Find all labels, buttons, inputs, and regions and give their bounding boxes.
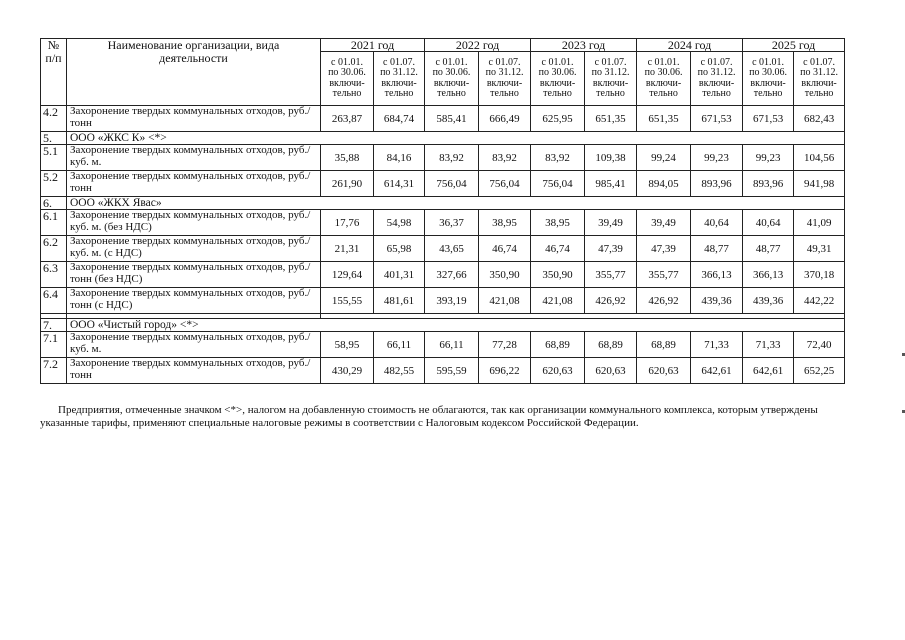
tariff-value: 72,40 xyxy=(794,332,845,358)
tariff-value: 620,63 xyxy=(531,358,585,384)
tariff-value: 430,29 xyxy=(321,358,374,384)
tariff-value: 17,76 xyxy=(321,210,374,236)
tariff-value: 426,92 xyxy=(637,288,691,314)
tariff-value: 68,89 xyxy=(585,332,637,358)
tariff-value: 68,89 xyxy=(531,332,585,358)
tariff-value: 442,22 xyxy=(794,288,845,314)
tariff-value: 756,04 xyxy=(425,171,479,197)
tariff-value: 39,49 xyxy=(585,210,637,236)
organization-name: ООО «Чистый город» <*> xyxy=(67,319,845,332)
row-number: 6.4 xyxy=(41,288,67,314)
table-row xyxy=(41,358,845,384)
tariff-value: 35,88 xyxy=(321,145,374,171)
row-number: 7.1 xyxy=(41,332,67,358)
tariff-value: 77,28 xyxy=(479,332,531,358)
tariff-value: 684,74 xyxy=(374,106,425,132)
tariff-value: 40,64 xyxy=(743,210,794,236)
header-period-second-half: с 01.07. по 31.12. включи- тельно xyxy=(691,52,743,106)
tariff-value: 595,59 xyxy=(425,358,479,384)
tariff-table xyxy=(40,38,845,384)
row-number: 5. xyxy=(41,132,67,145)
organization-name: ООО «ЖКС К» <*> xyxy=(67,132,845,145)
row-number: 6. xyxy=(41,197,67,210)
tariff-value: 40,64 xyxy=(691,210,743,236)
tariff-value: 261,90 xyxy=(321,171,374,197)
service-name: Захоронение твердых коммунальных отходов, руб./ куб. м. xyxy=(67,145,321,171)
service-name: Захоронение твердых коммунальных отходов, руб./ тонн (без НДС) xyxy=(67,262,321,288)
header-year: 2024 год xyxy=(637,39,743,52)
organization-row xyxy=(41,197,845,210)
tariff-value: 350,90 xyxy=(479,262,531,288)
tariff-value: 355,77 xyxy=(637,262,691,288)
row-number: 4.2 xyxy=(41,106,67,132)
header-period-first-half: с 01.01. по 30.06. включи- тельно xyxy=(637,52,691,106)
table-row xyxy=(41,236,845,262)
tariff-value: 671,53 xyxy=(743,106,794,132)
row-number: 6.1 xyxy=(41,210,67,236)
tariff-value: 129,64 xyxy=(321,262,374,288)
tariff-value: 58,95 xyxy=(321,332,374,358)
tariff-value: 263,87 xyxy=(321,106,374,132)
tariff-value: 401,31 xyxy=(374,262,425,288)
tariff-value: 370,18 xyxy=(794,262,845,288)
row-number: 5.2 xyxy=(41,171,67,197)
header-period-first-half: с 01.01. по 30.06. включи- тельно xyxy=(321,52,374,106)
service-name: Захоронение твердых коммунальных отходов, руб./ куб. м. (с НДС) xyxy=(67,236,321,262)
tariff-value: 46,74 xyxy=(479,236,531,262)
tariff-value: 666,49 xyxy=(479,106,531,132)
tariff-value: 68,89 xyxy=(637,332,691,358)
header-year: 2022 год xyxy=(425,39,531,52)
tariff-value: 54,98 xyxy=(374,210,425,236)
header-period-first-half: с 01.01. по 30.06. включи- тельно xyxy=(425,52,479,106)
tariff-value: 39,49 xyxy=(637,210,691,236)
table-row xyxy=(41,210,845,236)
header-period-second-half: с 01.07. по 31.12. включи- тельно xyxy=(585,52,637,106)
tariff-value: 682,43 xyxy=(794,106,845,132)
service-name: Захоронение твердых коммунальных отходов, руб./ куб. м. (без НДС) xyxy=(67,210,321,236)
tariff-value: 652,25 xyxy=(794,358,845,384)
tariff-value: 155,55 xyxy=(321,288,374,314)
tariff-value: 585,41 xyxy=(425,106,479,132)
header-period-first-half: с 01.01. по 30.06. включи- тельно xyxy=(743,52,794,106)
tariff-value: 426,92 xyxy=(585,288,637,314)
tariff-value: 756,04 xyxy=(531,171,585,197)
table-row xyxy=(41,332,845,358)
tariff-value: 421,08 xyxy=(479,288,531,314)
tariff-value: 109,38 xyxy=(585,145,637,171)
tariff-value: 421,08 xyxy=(531,288,585,314)
row-number: 6.2 xyxy=(41,236,67,262)
tariff-value: 38,95 xyxy=(479,210,531,236)
tariff-value: 43,65 xyxy=(425,236,479,262)
tariff-value: 41,09 xyxy=(794,210,845,236)
header-name: Наименование организации, вида деятельности xyxy=(67,39,321,106)
tariff-value: 21,31 xyxy=(321,236,374,262)
tariff-value: 696,22 xyxy=(479,358,531,384)
header-number: № п/п xyxy=(41,39,67,106)
tariff-value: 99,23 xyxy=(743,145,794,171)
tariff-value: 366,13 xyxy=(691,262,743,288)
row-number: 5.1 xyxy=(41,145,67,171)
tariff-value: 83,92 xyxy=(479,145,531,171)
tariff-value: 49,31 xyxy=(794,236,845,262)
table-row xyxy=(41,106,845,132)
tariff-value: 327,66 xyxy=(425,262,479,288)
tariff-value: 38,95 xyxy=(531,210,585,236)
tariff-value: 104,56 xyxy=(794,145,845,171)
tariff-value: 893,96 xyxy=(691,171,743,197)
tariff-value: 620,63 xyxy=(637,358,691,384)
tariff-value: 366,13 xyxy=(743,262,794,288)
tariff-value: 439,36 xyxy=(743,288,794,314)
service-name: Захоронение твердых коммунальных отходов, руб./ тонн xyxy=(67,171,321,197)
tariff-value: 66,11 xyxy=(374,332,425,358)
organization-row xyxy=(41,132,845,145)
header-period-second-half: с 01.07. по 31.12. включи- тельно xyxy=(479,52,531,106)
organization-name: ООО «ЖКХ Явас» xyxy=(67,197,845,210)
tariff-value: 620,63 xyxy=(585,358,637,384)
header-period-second-half: с 01.07. по 31.12. включи- тельно xyxy=(374,52,425,106)
tariff-value: 482,55 xyxy=(374,358,425,384)
header-period-first-half: с 01.01. по 30.06. включи- тельно xyxy=(531,52,585,106)
tariff-value: 350,90 xyxy=(531,262,585,288)
service-name: Захоронение твердых коммунальных отходов, руб./ тонн xyxy=(67,106,321,132)
tariff-value: 71,33 xyxy=(691,332,743,358)
row-number: 7. xyxy=(41,319,67,332)
tariff-value: 625,95 xyxy=(531,106,585,132)
tariff-value: 48,77 xyxy=(743,236,794,262)
table-row xyxy=(41,262,845,288)
tariff-value: 894,05 xyxy=(637,171,691,197)
tariff-value: 71,33 xyxy=(743,332,794,358)
tariff-value: 756,04 xyxy=(479,171,531,197)
tariff-value: 47,39 xyxy=(637,236,691,262)
row-number: 7.2 xyxy=(41,358,67,384)
table-row xyxy=(41,171,845,197)
tariff-value: 46,74 xyxy=(531,236,585,262)
tariff-value: 36,37 xyxy=(425,210,479,236)
tariff-value: 893,96 xyxy=(743,171,794,197)
tariff-value: 651,35 xyxy=(585,106,637,132)
tariff-value: 642,61 xyxy=(743,358,794,384)
tariff-value: 941,98 xyxy=(794,171,845,197)
tariff-value: 671,53 xyxy=(691,106,743,132)
header-year: 2023 год xyxy=(531,39,637,52)
tariff-value: 65,98 xyxy=(374,236,425,262)
table-row xyxy=(41,145,845,171)
organization-row xyxy=(41,319,845,332)
tariff-value: 439,36 xyxy=(691,288,743,314)
tariff-value: 83,92 xyxy=(531,145,585,171)
tariff-value: 481,61 xyxy=(374,288,425,314)
footnote: Предприятия, отмеченные значком <*>, налогом на добавленную стоимость не облагаются, так как организации коммунального комплекса, которым утверждены указанные тарифы, применяют специальные налоговые режимы в соответствии с Налоговым кодексом Российской Федерации. xyxy=(40,404,818,429)
service-name: Захоронение твердых коммунальных отходов, руб./ куб. м. xyxy=(67,332,321,358)
row-number: 6.3 xyxy=(41,262,67,288)
table-body xyxy=(41,106,845,384)
header-year: 2025 год xyxy=(743,39,845,52)
tariff-value: 985,41 xyxy=(585,171,637,197)
tariff-value: 393,19 xyxy=(425,288,479,314)
header-period-second-half: с 01.07. по 31.12. включи- тельно xyxy=(794,52,845,106)
tariff-value: 84,16 xyxy=(374,145,425,171)
header-year: 2021 год xyxy=(321,39,425,52)
tariff-value: 99,24 xyxy=(637,145,691,171)
service-name: Захоронение твердых коммунальных отходов, руб./ тонн (с НДС) xyxy=(67,288,321,314)
tariff-value: 47,39 xyxy=(585,236,637,262)
tariff-value: 83,92 xyxy=(425,145,479,171)
tariff-value: 66,11 xyxy=(425,332,479,358)
tariff-value: 48,77 xyxy=(691,236,743,262)
table-row xyxy=(41,288,845,314)
tariff-value: 614,31 xyxy=(374,171,425,197)
tariff-value: 651,35 xyxy=(637,106,691,132)
tariff-value: 355,77 xyxy=(585,262,637,288)
tariff-value: 642,61 xyxy=(691,358,743,384)
tariff-value: 99,23 xyxy=(691,145,743,171)
service-name: Захоронение твердых коммунальных отходов, руб./ тонн xyxy=(67,358,321,384)
